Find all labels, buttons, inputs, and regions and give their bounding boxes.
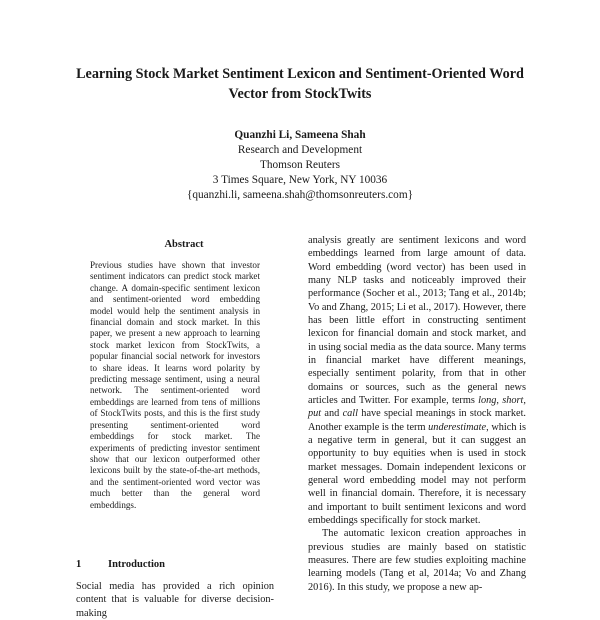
author-block xyxy=(100,128,500,203)
author-address: 3 Times Square, New York, NY 10036 xyxy=(212,174,388,186)
paragraph-text: have special meanings in stock market. Another example is the term xyxy=(308,408,527,433)
term-call: call xyxy=(342,408,359,420)
paragraph-text: analysis greatly are sentiment lexicons and word embeddings learned from large amount of data. Word embedding (word vector) has been used in many NLP tasks and noticeably improved their performance (Socher et al., 2013; Tang et al., 2014b; Vo and Zhang, 2015; Li et al., 2017). However, there has been little effort in constructing sentiment lexicon for financial domain and stock market, and in using social media as the data source. Many terms in financial market have different meanings, especially sentiment polarity, from that in other domains or sources, such as the general news articles and Twitter. For example, terms xyxy=(308,235,526,406)
term-put: put xyxy=(308,408,322,420)
body-paragraph: The automatic lexicon creation approaches in previous studies are mainly based on statistic measures. There are few studies exploiting machine learning models (Tang et al, 2014a; Vo and Zhang 2016). In this study, we propose a new ap- xyxy=(308,528,526,593)
section-title: Introduction xyxy=(108,559,165,570)
separator: , xyxy=(523,394,526,406)
separator: and xyxy=(321,408,343,420)
author-organization: Thomson Reuters xyxy=(259,159,340,171)
paper-title: Learning Stock Market Sentiment Lexicon and Sentiment-Oriented Word Vector from StockTwits xyxy=(76,66,524,102)
left-column xyxy=(76,238,274,511)
term-underestimate: underestimate xyxy=(428,421,487,433)
abstract-heading: Abstract xyxy=(164,239,204,250)
body-paragraph xyxy=(308,234,526,527)
introduction-paragraph: Social media has provided a rich opinion content that is valuable for diverse decision-making xyxy=(76,581,274,619)
paragraph-text: , which is a negative term in general, but it can suggest an opportunity to buy equities when is used in stock market messages. Domain independent lexicons or general word embedding model may not perform well in financial domain. Therefore, it is necessary and important to built sentiment lexicons and word embeddings specifically for stock market. xyxy=(308,421,526,526)
author-email: {quanzhi.li, sameena.shah@thomsonreuters.com} xyxy=(186,189,414,201)
right-column xyxy=(308,234,526,594)
section-number: 1 xyxy=(76,559,82,570)
abstract-text: Previous studies have shown that investor sentiment indicators can predict stock market change. A domain-specific sentiment lexicon and sentiment-oriented word embedding model would help the sentiment analysis in financial domain and stock market. In this paper, we present a new approach to learning stock market lexicon from StockTwits, a popular financial social network for investors to share ideas. It learns word polarity by predicting message sentiment, using a neural network. The sentiment-oriented word embeddings are learned from tens of millions of StockTwits posts, and this is the first study presenting sentiment-oriented word embeddings for stock market. The experiments of predicting investor sentiment show that our lexicon outperformed other lexicons built by the state-of-the-art methods, and the sentiment-oriented word vector was much better than the general word embeddings. xyxy=(90,260,260,510)
separator: , xyxy=(496,394,503,406)
term-long: long xyxy=(478,394,497,406)
term-short: short xyxy=(502,394,524,406)
section-heading-introduction xyxy=(76,558,276,572)
author-department: Research and Development xyxy=(237,144,363,156)
author-names: Quanzhi Li, Sameena Shah xyxy=(234,129,366,141)
